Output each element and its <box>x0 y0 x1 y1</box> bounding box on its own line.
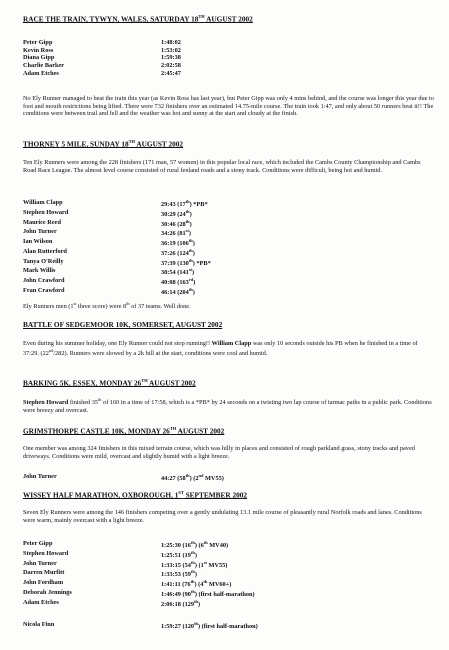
section-barking <box>23 378 435 388</box>
section-paragraph: One member was among 324 finishers in this mixed terrain course, which was hilly in places and consisted of rough parkland grass, stony tracks and paved driveways. Conditions were mild, overcast and slightly humid with a light breeze. <box>23 445 415 460</box>
result-row: John Turner 44:27 (58th) (2nd MV55) <box>23 473 224 483</box>
results-list-extra <box>23 621 435 631</box>
section-grimsthorpe <box>23 426 435 436</box>
result-row: Stephen Howard 1:25:51 (19th) <box>23 549 197 559</box>
results-list <box>23 199 435 297</box>
section-heading: RACE THE TRAIN, TYWYN, WALES, SATURDAY 18TH AUGUST 2002 <box>23 14 253 24</box>
section-race-the-train <box>23 14 435 24</box>
result-row: Peter Gipp 1:48:02 <box>23 39 181 46</box>
result-row: Mark Willis 38:54 (141st) <box>23 267 195 277</box>
section-heading: WISSEY HALF MARATHON, OXBOROUGH, 1ST SEPTEMBER 2002 <box>23 490 248 500</box>
result-row: John Turner 1:33:15 (54th) (1st MV55) <box>23 559 228 569</box>
result-row: Adam Etches 2:06:18 (129th) <box>23 598 201 608</box>
result-row: Fran Crawford 46:14 (204th) <box>23 286 195 296</box>
results-list <box>23 39 435 77</box>
result-row: Stephen Howard 30:29 (24th) <box>23 208 192 218</box>
section-heading: BATTLE OF SEDGEMOOR 10K, SOMERSET, AUGUST 2002 <box>23 320 223 329</box>
result-row: Kevin Ross 1:53:02 <box>23 46 181 54</box>
section-thorney <box>23 139 435 149</box>
section-heading: GRIMSTHORPE CASTLE 10K, MONDAY 26TH AUGUST 2002 <box>23 426 225 436</box>
results-list <box>23 540 435 608</box>
result-row: John Crawford 40:08 (163rd) <box>23 277 196 287</box>
results-list <box>23 473 435 483</box>
result-row: Peter Gipp 1:25:30 (16th) (6th MV40) <box>23 540 229 550</box>
section-paragraph: Seven Ely Runners were among the 146 finishers competing over a gently undulating 13.1 mile course of pleasantly rural Norfolk roads and lanes. Conditions were warm, mainly overcast with a light breeze. <box>23 509 422 524</box>
result-row: John Fordham 1:41:11 (76th) (4th MV60+) <box>23 579 232 589</box>
section-wissey <box>23 490 435 500</box>
result-row: Deborah Jennings 1:46:49 (90th) (first half-marathon) <box>23 588 255 598</box>
result-row: Maurice Reed 30:46 (28th) <box>23 218 192 228</box>
section-paragraph: Stephen Howard finished 35th of 160 in a time of 17:58, which is a *PB* by 24 seconds on a twisting two lap course of tarmac paths in a public park. Conditions were breezy and overcast. <box>23 397 432 414</box>
result-row: John Turner 34:26 (81st) <box>23 228 191 238</box>
section-heading: THORNEY 5 MILE, SUNDAY 18TH AUGUST 2002 <box>23 139 184 149</box>
result-row: Adam Etches 2:45:47 <box>23 69 181 77</box>
result-row: Alan Rutterford 37:26 (124th) <box>23 247 195 257</box>
section-paragraph: Ten Ely Runners were among the 228 finishers (171 man, 57 women) in this popular local race, which included the Cambs County Championship and Cambs Road Race League. The almost level course consisted of rural fenland roads and a stony track. Conditions were difficult, being hot and humid. <box>23 159 421 174</box>
result-row: Diana Gipp 1:59:38 <box>23 54 181 62</box>
result-row: Darren Murfitt 1:33:53 (59th) <box>23 569 197 579</box>
result-row: Ian Wilson 36:19 (106th) <box>23 238 195 248</box>
section-sedgemoor <box>23 321 435 330</box>
result-row: William Clapp 29:43 (17th) *PB* <box>23 199 208 209</box>
section-paragraph: No Ely Runner managed to beat the train this year (as Kevin Ross has last year), but Peter Gipp was only 4 mins behind, and the course was longer this year due to foot and mouth restrictions being lifted. There were 732 finishers over an estimated 14.75-mile course. The train took 1:47, and only about 50 runners beat it!! The conditions were between trail and fell and the weather was hot and sunny at the start and cloudy at the finish. <box>23 95 434 118</box>
result-row: Charlie Barker 2:02:58 <box>23 62 181 70</box>
result-row: Nicola Finn 1:59:27 (120th) (first half-marathon) <box>23 621 258 631</box>
section-heading: BARKING 5K, ESSEX, MONDAY 26TH AUGUST 2002 <box>23 378 196 388</box>
team-note: Ely Runners men (1st three score) were 8th of 37 teams. Well done. <box>23 301 191 311</box>
section-paragraph: Even during his summer holiday, one Ely Runner could not stop running!! William Clapp was only 10 seconds outside his PB when he finished in a time of 37:29. (22nd/282). Runners were slowed by a 2k hill at the start, conditions were cool and humid. <box>23 340 418 357</box>
result-row: Tanya O'Reilly 37:39 (130th) *PB* <box>23 257 211 267</box>
